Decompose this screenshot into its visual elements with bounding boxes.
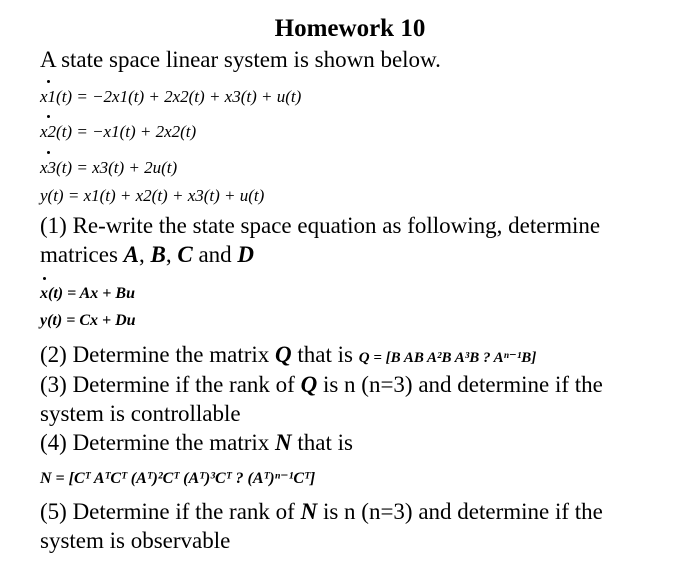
question-3-line-1 xyxy=(40,371,603,399)
state-equation xyxy=(40,281,135,307)
q5-prefix: (5) Determine if the rank of xyxy=(40,499,301,524)
matrix-a-label: A xyxy=(123,242,139,267)
equation-rhs: (t) = −x1(t) + 2x2(t) xyxy=(56,122,197,141)
question-1-line-1: (1) Re-write the state space equation as following, determine xyxy=(40,213,601,238)
matrix-n-label: N xyxy=(300,499,318,524)
matrix-q-label: Q xyxy=(300,372,318,397)
observability-matrix-line xyxy=(40,462,315,493)
q5-suffix: is n (n=3) and determine if the xyxy=(317,499,603,524)
equation-lhs: x3 xyxy=(40,155,56,181)
equation-rhs: (t) = −2x1(t) + 2x2(t) + x3(t) + u(t) xyxy=(56,87,302,106)
matrix-c-label: C xyxy=(177,242,193,267)
question-5-line-2: system is observable xyxy=(40,528,231,553)
question-3-line-2: system is controllable xyxy=(40,401,241,426)
equation-rhs: (t) = x3(t) + 2u(t) xyxy=(56,158,178,177)
q3-prefix: (3) Determine if the rank of xyxy=(40,372,301,397)
equation-x3-dot xyxy=(40,155,177,181)
equation-output-y xyxy=(40,183,264,209)
equation-x2-dot xyxy=(40,119,196,145)
equation-lhs: x2 xyxy=(40,119,56,145)
equation-rhs: y(t) = x1(t) + x2(t) + x3(t) + u(t) xyxy=(40,186,265,205)
state-equation-rhs: (t) = Ax + Bu xyxy=(48,285,135,302)
question-1-line-2 xyxy=(40,241,254,269)
q1-separator: , xyxy=(165,242,178,267)
question-4 xyxy=(40,429,353,457)
q2-prefix: (2) Determine the matrix xyxy=(40,342,276,367)
page-title: Homework 10 xyxy=(274,15,426,42)
matrix-n-label: N xyxy=(275,430,292,455)
output-equation: y(t) = Cx + Du xyxy=(40,312,136,329)
q1-prefix: matrices xyxy=(40,242,124,267)
q1-separator: , xyxy=(139,242,151,267)
state-variable-dot: x xyxy=(40,281,48,307)
question-5-line-1 xyxy=(40,498,603,526)
q4-suffix: that is xyxy=(291,430,353,455)
intro-text: A state space linear system is shown below. xyxy=(40,47,441,72)
matrix-d-label: D xyxy=(237,242,255,267)
equation-lhs: x1 xyxy=(40,84,56,110)
equation-x1-dot xyxy=(40,84,301,110)
q4-prefix: (4) Determine the matrix xyxy=(40,430,276,455)
q3-suffix: is n (n=3) and determine if the xyxy=(317,372,603,397)
matrix-q-label: Q xyxy=(275,342,292,367)
observability-matrix-formula: N = [Cᵀ AᵀCᵀ (Aᵀ)²Cᵀ (Aᵀ)³Cᵀ ? (Aᵀ)ⁿ⁻¹Cᵀ] xyxy=(40,470,316,487)
q2-suffix: that is xyxy=(291,342,359,367)
q1-and: and xyxy=(192,242,238,267)
question-2 xyxy=(40,341,536,372)
controllability-matrix-formula: Q = [B AB A²B A³B ? Aⁿ⁻¹B] xyxy=(358,350,537,366)
matrix-b-label: B xyxy=(150,242,166,267)
